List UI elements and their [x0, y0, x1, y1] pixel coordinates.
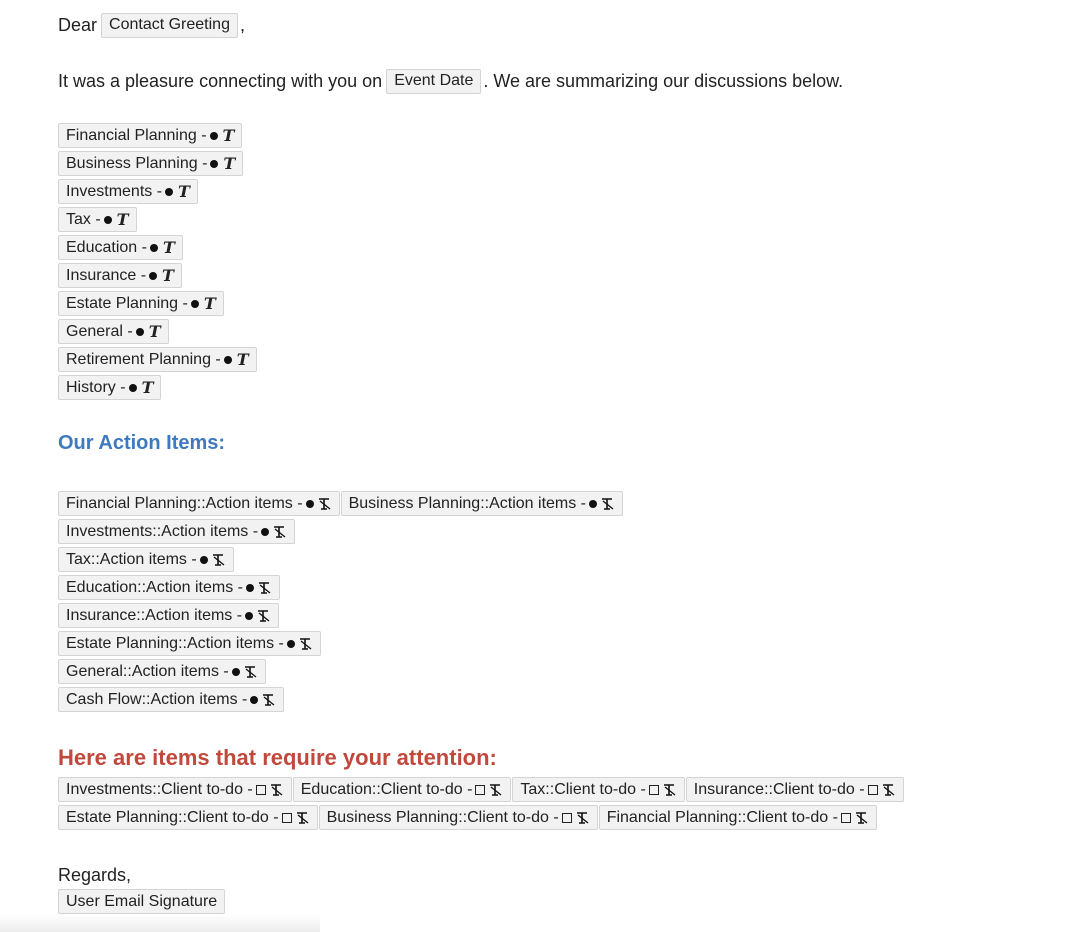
merge-field-chip[interactable]	[58, 347, 257, 372]
merge-field-chip[interactable]	[58, 179, 198, 204]
chip-label: Investments::Action items -	[66, 522, 259, 540]
clear-format-icon	[258, 582, 272, 594]
clear-format-icon	[299, 638, 313, 650]
bullet-icon	[287, 640, 295, 648]
merge-field-chip[interactable]	[58, 659, 266, 684]
chip-label: Investments -	[66, 182, 163, 200]
intro-suffix: . We are summarizing our discussions below.	[483, 71, 844, 91]
chip-label: Financial Planning::Client to-do -	[606, 808, 838, 826]
chip-row	[58, 603, 623, 628]
intro-prefix: It was a pleasure connecting with you on	[58, 71, 383, 91]
chip-label: Tax::Action items -	[66, 550, 197, 568]
clear-format-icon	[882, 784, 896, 796]
chip-label: Education -	[66, 238, 147, 256]
attention-heading: Here are items that require your attention:	[58, 745, 497, 770]
bullet-icon	[224, 356, 232, 364]
chip-label: Education::Action items -	[66, 578, 243, 596]
italic-t-icon: T	[116, 210, 129, 229]
signature-container	[58, 889, 225, 914]
greeting-prefix: Dear	[58, 15, 98, 35]
merge-field-chip[interactable]	[686, 777, 904, 802]
action-chip-list	[58, 491, 623, 712]
clear-format-icon	[257, 610, 271, 622]
chip-label: Insurance -	[66, 266, 147, 284]
bullet-icon	[149, 272, 157, 280]
chip-row	[58, 687, 623, 712]
bottom-shadow	[0, 914, 320, 932]
closing-line	[58, 862, 131, 888]
bullet-icon	[104, 216, 112, 224]
bullet-icon	[200, 556, 208, 564]
chip-label: Insurance::Client to-do -	[693, 780, 865, 798]
merge-field-chip[interactable]	[58, 291, 224, 316]
clear-format-icon	[855, 812, 869, 824]
bullet-icon	[261, 528, 269, 536]
event-date-chip[interactable]: Event Date	[386, 69, 481, 94]
bullet-icon	[136, 328, 144, 336]
chip-row	[58, 519, 623, 544]
greeting-line	[58, 12, 245, 38]
chip-label: Investments::Client to-do -	[66, 780, 253, 798]
italic-t-icon: T	[148, 322, 161, 341]
merge-field-chip[interactable]	[58, 207, 137, 232]
merge-field-chip[interactable]	[58, 235, 183, 260]
clear-format-icon	[296, 812, 310, 824]
bullet-icon	[165, 188, 173, 196]
chip-row	[58, 491, 623, 516]
chip-label: Tax -	[66, 210, 101, 228]
merge-field-chip[interactable]	[58, 603, 279, 628]
chip-label: General -	[66, 322, 133, 340]
bullet-icon	[210, 160, 218, 168]
chip-row	[58, 547, 623, 572]
merge-field-chip[interactable]	[58, 777, 292, 802]
chip-row	[58, 805, 904, 830]
merge-field-chip[interactable]	[58, 631, 321, 656]
checkbox-icon	[562, 813, 572, 823]
bullet-icon	[306, 500, 314, 508]
checkbox-icon	[868, 785, 878, 795]
merge-field-chip[interactable]	[599, 805, 877, 830]
bullet-icon	[250, 696, 258, 704]
merge-field-chip[interactable]	[58, 547, 234, 572]
chip-label: Estate Planning -	[66, 294, 188, 312]
clear-format-icon	[270, 784, 284, 796]
chip-row	[58, 575, 623, 600]
clear-format-icon	[318, 498, 332, 510]
merge-field-chip[interactable]	[58, 805, 318, 830]
merge-field-chip[interactable]	[319, 805, 598, 830]
clear-format-icon	[212, 554, 226, 566]
merge-field-chip[interactable]	[341, 491, 623, 516]
chip-row	[58, 777, 904, 802]
bullet-icon	[150, 244, 158, 252]
clear-format-icon	[576, 812, 590, 824]
chip-label: Education::Client to-do -	[300, 780, 473, 798]
bullet-icon	[589, 500, 597, 508]
chip-label: Business Planning::Client to-do -	[326, 808, 559, 826]
bullet-icon	[210, 132, 218, 140]
merge-field-chip[interactable]	[58, 491, 340, 516]
italic-t-icon: T	[162, 266, 174, 285]
bullet-icon	[246, 584, 254, 592]
clear-format-icon	[273, 526, 287, 538]
merge-field-chip[interactable]	[512, 777, 684, 802]
chip-label: History -	[66, 378, 126, 396]
merge-field-chip[interactable]	[58, 319, 169, 344]
checkbox-icon	[475, 785, 485, 795]
checkbox-icon	[256, 785, 266, 795]
chip-label: Financial Planning::Action items -	[66, 494, 303, 512]
user-email-signature-chip[interactable]: User Email Signature	[58, 889, 225, 914]
chip-label: Estate Planning::Client to-do -	[66, 808, 279, 826]
merge-field-chip[interactable]	[58, 519, 295, 544]
chip-row	[58, 631, 623, 656]
chip-label: General::Action items -	[66, 662, 229, 680]
chip-label: Business Planning -	[66, 154, 208, 172]
merge-field-chip[interactable]	[58, 123, 242, 148]
merge-field-chip[interactable]	[58, 375, 161, 400]
italic-t-icon: T	[236, 350, 249, 369]
chip-label: Retirement Planning -	[66, 350, 221, 368]
clear-format-icon	[601, 498, 615, 510]
clear-format-icon	[244, 666, 258, 678]
intro-line	[58, 68, 843, 94]
chip-label: Insurance::Action items -	[66, 606, 243, 624]
chip-label: Tax::Client to-do -	[520, 780, 646, 798]
merge-field-chip[interactable]	[58, 263, 182, 288]
checkbox-icon	[649, 785, 659, 795]
client-todo-chip-list	[58, 777, 904, 830]
italic-t-icon: T	[222, 126, 235, 145]
italic-t-icon: T	[203, 294, 216, 313]
clear-format-icon	[489, 784, 503, 796]
chip-label: Cash Flow::Action items -	[66, 690, 248, 708]
italic-t-icon: T	[178, 182, 190, 201]
chip-label: Estate Planning::Action items -	[66, 634, 284, 652]
greeting-suffix: ,	[239, 15, 245, 35]
merge-field-chip[interactable]	[58, 151, 243, 176]
italic-t-icon: T	[162, 238, 175, 257]
chip-label: Financial Planning -	[66, 126, 207, 144]
merge-field-chip[interactable]	[58, 575, 280, 600]
clear-format-icon	[262, 694, 276, 706]
bullet-icon	[191, 300, 199, 308]
merge-field-chip[interactable]	[293, 777, 512, 802]
closing-text: Regards,	[58, 865, 132, 885]
checkbox-icon	[282, 813, 292, 823]
bullet-icon	[129, 384, 137, 392]
italic-t-icon: T	[223, 154, 236, 173]
action-items-heading: Our Action Items:	[58, 432, 226, 454]
contact-greeting-chip[interactable]: Contact Greeting	[101, 13, 238, 38]
checkbox-icon	[841, 813, 851, 823]
italic-t-icon: T	[141, 378, 154, 397]
topic-chip-list	[58, 123, 257, 400]
chip-row	[58, 659, 623, 684]
merge-field-chip[interactable]	[58, 687, 284, 712]
chip-label: Business Planning::Action items -	[348, 494, 587, 512]
bullet-icon	[232, 668, 240, 676]
bullet-icon	[245, 612, 253, 620]
clear-format-icon	[663, 784, 677, 796]
